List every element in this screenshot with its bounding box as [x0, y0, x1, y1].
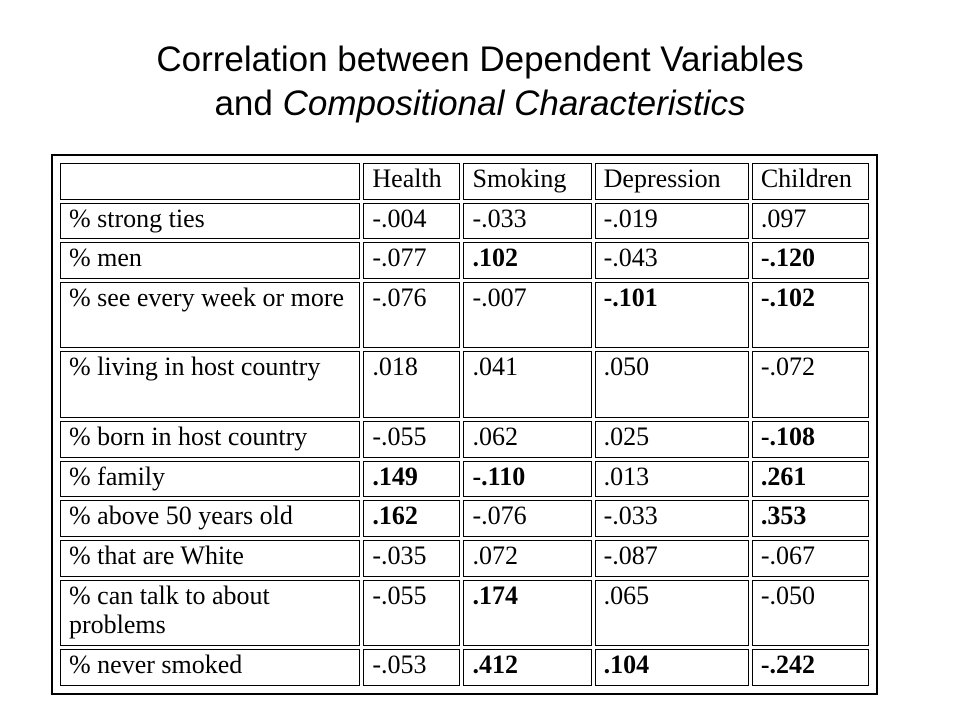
column-header-smoking: Smoking: [463, 163, 591, 200]
row-label: % strong ties: [60, 203, 360, 240]
table-cell: .013: [595, 461, 749, 498]
corner-cell: [60, 163, 360, 200]
table-row: [60, 282, 869, 349]
row-label: % above 50 years old: [60, 500, 360, 537]
column-header-health: Health: [363, 163, 460, 200]
table-cell: -.053: [363, 649, 460, 686]
row-label: % family: [60, 461, 360, 498]
table-cell: .353: [752, 500, 869, 537]
table-cell: -.102: [752, 282, 869, 349]
row-label: % never smoked: [60, 649, 360, 686]
table-cell: -.043: [595, 242, 749, 279]
table-cell: .072: [463, 540, 591, 577]
table-cell: -.019: [595, 203, 749, 240]
table-row: [60, 580, 869, 647]
table-cell: -.050: [752, 580, 869, 647]
table-cell: -.108: [752, 421, 869, 458]
table-cell: .102: [463, 242, 591, 279]
table-row: [60, 461, 869, 498]
table-cell: -.067: [752, 540, 869, 577]
table-cell: -.072: [752, 351, 869, 418]
header-row: [60, 163, 869, 200]
table-cell: -.101: [595, 282, 749, 349]
table-cell: -.007: [463, 282, 591, 349]
table-cell: .065: [595, 580, 749, 647]
table-cell: .018: [363, 351, 460, 418]
table-cell: .025: [595, 421, 749, 458]
table-row: [60, 421, 869, 458]
table-cell: -.033: [463, 203, 591, 240]
table-cell: -.033: [595, 500, 749, 537]
table-cell: -.055: [363, 580, 460, 647]
table-cell: .050: [595, 351, 749, 418]
column-header-children: Children: [752, 163, 869, 200]
table-cell: .097: [752, 203, 869, 240]
row-label: % see every week or more: [60, 282, 360, 349]
row-label: % that are White: [60, 540, 360, 577]
table-cell: .412: [463, 649, 591, 686]
row-label: % men: [60, 242, 360, 279]
table-cell: -.076: [463, 500, 591, 537]
table-cell: -.077: [363, 242, 460, 279]
table-cell: -.120: [752, 242, 869, 279]
table-row: [60, 649, 869, 686]
slide-title: [0, 38, 960, 126]
table-cell: .041: [463, 351, 591, 418]
table-cell: -.242: [752, 649, 869, 686]
table-row: [60, 500, 869, 537]
table-cell: -.110: [463, 461, 591, 498]
table-cell: .062: [463, 421, 591, 458]
title-line-2-plain: and: [214, 84, 283, 123]
title-line-2: [0, 82, 960, 126]
table-row: [60, 540, 869, 577]
table-cell: .162: [363, 500, 460, 537]
table-cell: .104: [595, 649, 749, 686]
table-cell: .174: [463, 580, 591, 647]
correlation-grid: [57, 160, 872, 689]
table-cell: .261: [752, 461, 869, 498]
table-cell: -.004: [363, 203, 460, 240]
table-row: [60, 351, 869, 418]
table-row: [60, 203, 869, 240]
row-label: % living in host country: [60, 351, 360, 418]
row-label: % born in host country: [60, 421, 360, 458]
title-line-1: Correlation between Dependent Variables: [156, 40, 804, 79]
table-cell: -.035: [363, 540, 460, 577]
correlation-table: [51, 154, 878, 695]
table-cell: -.087: [595, 540, 749, 577]
title-line-2-italic: Compositional Characteristics: [282, 84, 746, 123]
table-cell: .149: [363, 461, 460, 498]
row-label: % can talk to about problems: [60, 580, 360, 647]
column-header-depression: Depression: [595, 163, 749, 200]
table-cell: -.055: [363, 421, 460, 458]
table-cell: -.076: [363, 282, 460, 349]
table-row: [60, 242, 869, 279]
